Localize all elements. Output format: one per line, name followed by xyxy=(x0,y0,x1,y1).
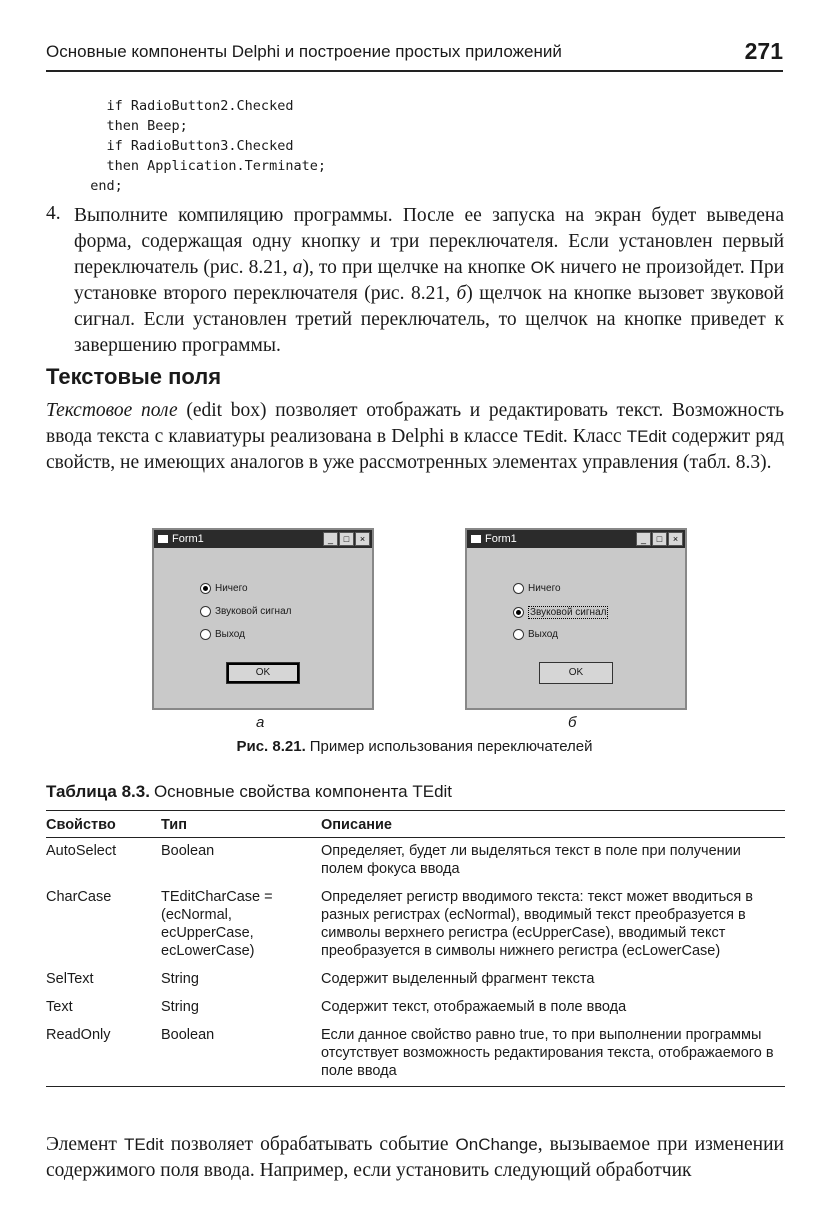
form-window-b xyxy=(465,528,687,710)
close-icon[interactable]: × xyxy=(355,532,370,546)
type-line: String xyxy=(161,999,199,1015)
page-header xyxy=(46,38,783,72)
radio-label: Звуковой сигнал xyxy=(215,606,292,617)
radio-dot xyxy=(513,629,524,640)
desc-cell: Содержит выделенный фрагмент текста xyxy=(321,971,595,987)
column-header: Тип xyxy=(161,811,321,838)
radio-exit[interactable] xyxy=(200,629,245,640)
radio-beep[interactable] xyxy=(200,606,291,617)
text-run: Элемент xyxy=(46,1134,124,1155)
type-cell xyxy=(161,884,321,966)
table-caption-text: Основные свойства компонента TEdit xyxy=(153,782,453,801)
page-number: 271 xyxy=(744,38,783,64)
figure-number: Рис. 8.21. xyxy=(236,738,306,755)
desc-cell: Если данное свойство равно true, то при выполнении программы отсутствует возможность редактирования текста, отображаемого в поле ввода xyxy=(321,1027,774,1079)
table-row xyxy=(46,1022,785,1087)
prop-cell: Text xyxy=(46,999,73,1015)
code-line: end; xyxy=(74,178,123,194)
table-row xyxy=(46,994,785,1022)
fig-ref: б xyxy=(456,283,467,304)
app-icon xyxy=(471,535,481,543)
code-listing xyxy=(74,96,326,196)
text-run: Выполните компиляцию программы. После ее запуска на экран будет выведена форма, содержащая одну кнопку и три переключателя. Если установлен первый переключатель (рис. 8.21, xyxy=(74,205,784,278)
ok-ref: OK xyxy=(530,258,556,277)
column-header: Свойство xyxy=(46,811,161,838)
app-icon xyxy=(158,535,168,543)
desc-cell: Определяет, будет ли выделяться текст в поле при получении полем фокуса ввода xyxy=(321,843,741,877)
text-run: ), то при щелчке на кнопке xyxy=(302,257,531,278)
table-caption xyxy=(46,782,452,802)
radio-dot xyxy=(200,583,211,594)
step4-paragraph xyxy=(74,203,784,359)
code-line: then Beep; xyxy=(74,118,188,134)
type-line: (ecNormal, xyxy=(161,907,232,923)
radio-nothing[interactable] xyxy=(200,583,248,594)
type-line: Boolean xyxy=(161,843,215,859)
panel-label-b: б xyxy=(568,714,577,731)
radio-nothing[interactable] xyxy=(513,583,561,594)
type-cell xyxy=(161,838,321,885)
radio-exit[interactable] xyxy=(513,629,558,640)
text-run: содержит ряд свойств, не имеющих аналогов в уже рассмотренных элементах управления (табл. 8.3). xyxy=(46,426,784,473)
radio-beep[interactable] xyxy=(513,606,608,619)
code-line: then Application.Terminate; xyxy=(74,158,326,174)
event-name: OnChange xyxy=(455,1135,538,1154)
table-row xyxy=(46,884,785,966)
term: Текстовое поле xyxy=(46,400,178,421)
table-header-row xyxy=(46,811,785,838)
code-line: if RadioButton2.Checked xyxy=(74,98,294,114)
text-run: . Класс xyxy=(562,426,627,447)
ok-button[interactable]: OK xyxy=(226,662,300,684)
window-titlebar xyxy=(154,530,372,548)
window-titlebar xyxy=(467,530,685,548)
table-row xyxy=(46,838,785,885)
text-run: , вызываемое при изменении содержимого поля ввода. Например, если установить следующий обработчик xyxy=(46,1134,784,1181)
text-run: ничего не произойдет. При установке второго переключателя (рис. 8.21, xyxy=(74,257,785,304)
desc-cell: Определяет регистр вводимого текста: текст может вводиться в разных регистрах (ecNormal), вводимый текст преобразуется в символы верхнего регистра (ecUpperCase), вводимый текст преобразуется в символы нижнего регистра (ecLowerCase) xyxy=(321,889,753,959)
code-line: if RadioButton3.Checked xyxy=(74,138,294,154)
radio-label: Выход xyxy=(528,629,558,640)
type-cell xyxy=(161,1022,321,1087)
type-line: ecUpperCase, xyxy=(161,925,254,941)
figure-caption-text: Пример использования переключателей xyxy=(309,738,593,755)
prop-cell: SelText xyxy=(46,971,94,987)
text-run: позволяет обрабатывать событие xyxy=(163,1134,456,1155)
close-icon[interactable]: × xyxy=(668,532,683,546)
window-title: Form1 xyxy=(172,533,204,545)
radio-dot xyxy=(200,629,211,640)
table-row xyxy=(46,966,785,994)
minimize-icon[interactable]: _ xyxy=(323,532,338,546)
radio-dot xyxy=(513,583,524,594)
properties-table xyxy=(46,810,785,1087)
running-title: Основные компоненты Delphi и построение простых приложений xyxy=(46,42,562,61)
step-number: 4. xyxy=(46,203,61,224)
ok-button[interactable]: OK xyxy=(539,662,613,684)
intro-paragraph xyxy=(46,398,784,476)
radio-label: Выход xyxy=(215,629,245,640)
prop-cell: CharCase xyxy=(46,889,112,905)
type-line: ecLowerCase) xyxy=(161,943,255,959)
table-number: Таблица 8.3. xyxy=(46,782,150,801)
column-header: Описание xyxy=(321,811,785,838)
class-name: TEdit xyxy=(523,427,563,446)
class-name: TEdit xyxy=(626,427,667,446)
type-line: Boolean xyxy=(161,1027,215,1043)
radio-dot xyxy=(513,607,524,618)
type-line: String xyxy=(161,971,199,987)
closing-paragraph xyxy=(46,1132,784,1184)
section-heading: Текстовые поля xyxy=(46,364,222,389)
radio-dot xyxy=(200,606,211,617)
type-line: TEditCharCase = xyxy=(161,889,273,905)
window-title: Form1 xyxy=(485,533,517,545)
radio-label: Ничего xyxy=(215,583,248,594)
radio-label: Звуковой сигнал xyxy=(530,607,607,618)
minimize-icon[interactable]: _ xyxy=(636,532,651,546)
type-cell xyxy=(161,994,321,1022)
type-cell xyxy=(161,966,321,994)
form-window-a xyxy=(152,528,374,710)
prop-cell: ReadOnly xyxy=(46,1027,111,1043)
radio-label: Ничего xyxy=(528,583,561,594)
desc-cell: Содержит текст, отображаемый в поле ввода xyxy=(321,999,627,1015)
text-run: (edit box) позволяет отображать и редактировать текст. Возможность ввода текста с клавиатуры реализована в Delphi в классе xyxy=(46,400,784,447)
fig-ref: а xyxy=(292,257,303,278)
text-run: ) щелчок на кнопке вызовет звуковой сигнал. Если установлен третий переключатель, то щелчок на кнопке приведет к завершению программы. xyxy=(74,283,784,356)
figure-caption xyxy=(0,738,829,755)
class-name: TEdit xyxy=(124,1135,164,1154)
panel-label-a: а xyxy=(256,714,265,731)
prop-cell: AutoSelect xyxy=(46,843,117,859)
maximize-icon[interactable]: □ xyxy=(652,532,667,546)
maximize-icon[interactable]: □ xyxy=(339,532,354,546)
